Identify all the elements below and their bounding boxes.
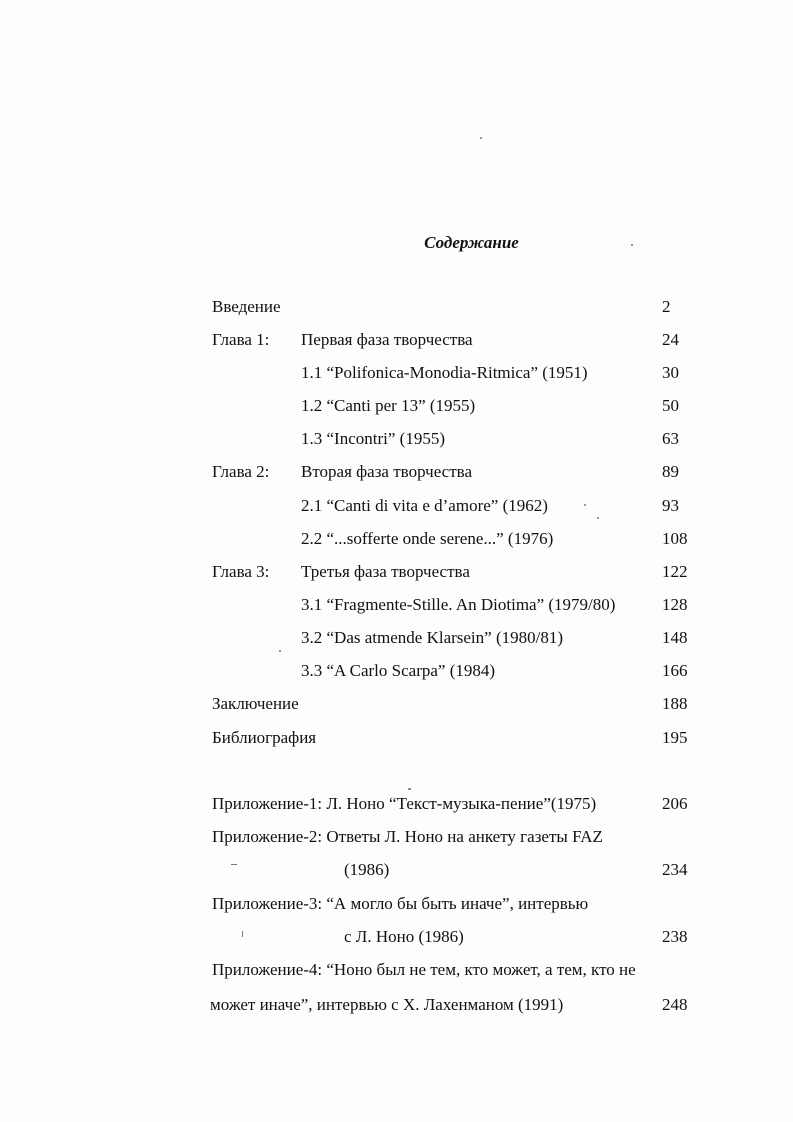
toc-appendix4-line2: может иначе”, интервью с X. Лахенманом (1991) <box>210 995 564 1014</box>
toc-appendix2-line1: Приложение-2: Ответы Л. Ноно на анкету газеты FAZ <box>212 827 603 846</box>
scan-speck <box>242 931 243 937</box>
toc-section-2-1-page: 93 <box>662 496 679 515</box>
scan-speck <box>480 137 482 139</box>
toc-chapter3-page: 122 <box>662 562 688 581</box>
toc-appendix3-line2: с Л. Ноно (1986) <box>344 927 464 946</box>
toc-section-1-3-page: 63 <box>662 429 679 448</box>
scan-speck <box>631 244 633 246</box>
toc-intro-page: 2 <box>662 297 671 316</box>
scan-speck <box>584 504 586 506</box>
toc-section-3-3-page: 166 <box>662 661 688 680</box>
scan-speck <box>231 864 237 865</box>
toc-section-1-2-page: 50 <box>662 396 679 415</box>
toc-chapter3-label: Глава 3: <box>212 562 270 581</box>
toc-appendix2-page: 234 <box>662 860 688 879</box>
toc-section-1-3: 1.3 “Incontri” (1955) <box>301 429 445 448</box>
toc-section-1-1: 1.1 “Polifonica-Monodia-Ritmica” (1951) <box>301 363 588 382</box>
toc-section-2-2-page: 108 <box>662 529 688 548</box>
toc-appendix4-line1: Приложение-4: “Ноно был не тем, кто может, а тем, кто не <box>212 960 636 979</box>
toc-chapter1-title: Первая фаза творчества <box>301 330 473 349</box>
toc-appendix1-page: 206 <box>662 794 688 813</box>
toc-bibliography-label: Библиография <box>212 728 317 747</box>
toc-section-3-1: 3.1 “Fragmente-Stille. An Diotima” (1979/80) <box>301 595 616 614</box>
toc-appendix4-page: 248 <box>662 995 688 1014</box>
toc-section-3-3: 3.3 “A Carlo Scarpa” (1984) <box>301 661 496 680</box>
toc-intro-label: Введение <box>212 297 281 316</box>
toc-section-1-2: 1.2 “Canti per 13” (1955) <box>301 396 476 415</box>
toc-chapter2-page: 89 <box>662 462 679 481</box>
toc-chapter1-label: Глава 1: <box>212 330 270 349</box>
toc-chapter2-title: Вторая фаза творчества <box>301 462 472 481</box>
toc-conclusion-page: 188 <box>662 694 688 713</box>
toc-appendix3-page: 238 <box>662 927 688 946</box>
toc-appendix1-label: Приложение-1: Л. Ноно “Текст-музыка-пение”(1975) <box>212 794 597 813</box>
toc-chapter3-title: Третья фаза творчества <box>301 562 470 581</box>
toc-section-3-2-page: 148 <box>662 628 688 647</box>
toc-appendix3-line1: Приложение-3: “А могло бы быть иначе”, интервью <box>212 894 589 913</box>
scan-speck <box>279 650 281 652</box>
toc-section-3-1-page: 128 <box>662 595 688 614</box>
toc-appendix2-line2: (1986) <box>344 860 390 879</box>
toc-section-2-2: 2.2 “...sofferte onde serene...” (1976) <box>301 529 554 548</box>
toc-bibliography-page: 195 <box>662 728 688 747</box>
scan-speck <box>597 517 599 519</box>
toc-section-2-1: 2.1 “Canti di vita e d’amore” (1962) <box>301 496 548 515</box>
toc-chapter2-label: Глава 2: <box>212 462 270 481</box>
page-title: Содержание <box>424 233 519 252</box>
scan-speck <box>408 788 411 790</box>
toc-chapter1-page: 24 <box>662 330 679 349</box>
toc-section-3-2: 3.2 “Das atmende Klarsein” (1980/81) <box>301 628 563 647</box>
toc-conclusion-label: Заключение <box>212 694 299 713</box>
toc-section-1-1-page: 30 <box>662 363 679 382</box>
